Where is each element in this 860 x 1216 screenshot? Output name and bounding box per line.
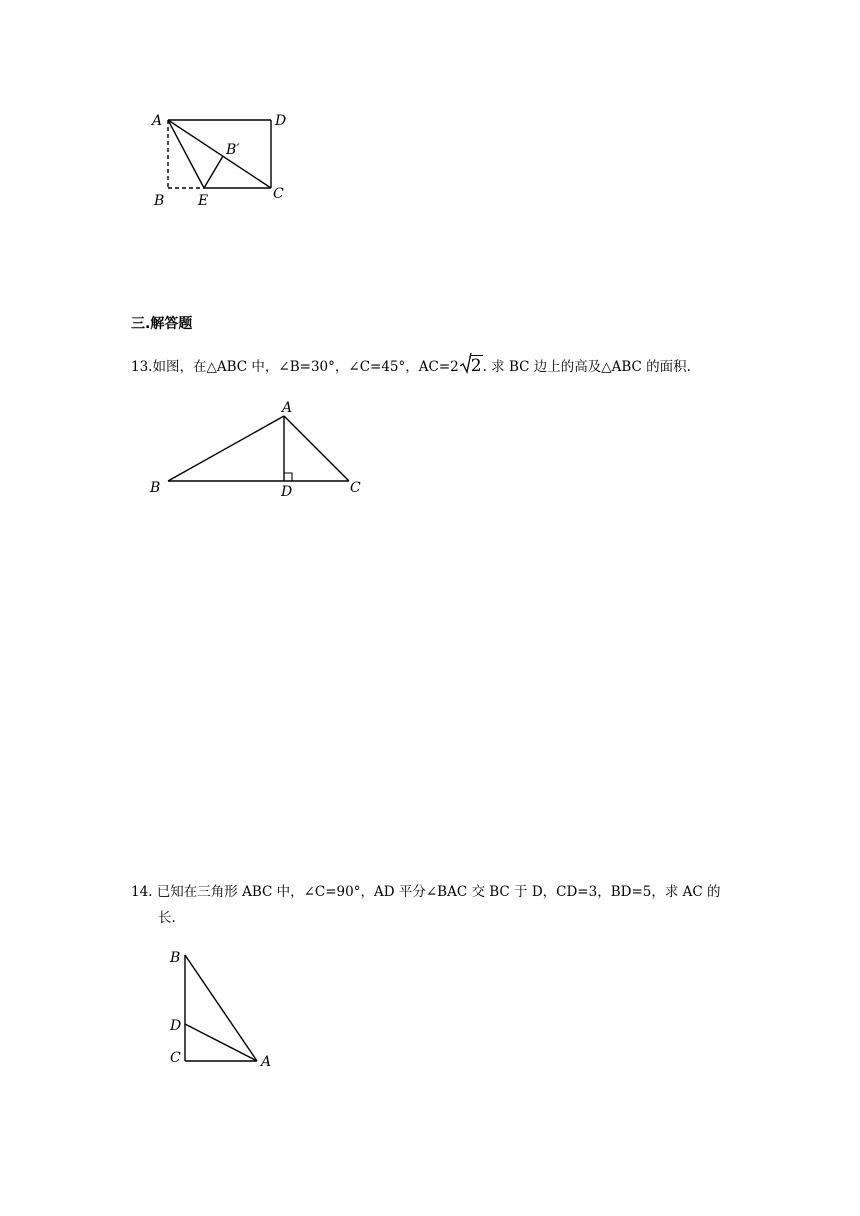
sqrt-symbol xyxy=(460,353,483,380)
question-14-line1: 已知在三角形 ABC 中，∠C=90°，AD 平分∠BAC 交 BC 于 D，CD=3，BD=5，求 AC 的 xyxy=(152,884,721,900)
label-d: D xyxy=(281,484,293,500)
section-title: 三.解答题 xyxy=(131,316,193,332)
sqrt-radicand: 2 xyxy=(470,356,482,376)
segment-ab xyxy=(185,955,257,1061)
question-13-text-before: 如图，在△ABC 中，∠B=30°，∠C=45°，AC=2 xyxy=(152,359,459,375)
label-a: A xyxy=(152,113,163,129)
segment-ad xyxy=(185,1024,257,1061)
label-c: C xyxy=(170,1050,181,1066)
segment-ac xyxy=(284,416,349,481)
figure-right-triangle-bisector xyxy=(160,940,290,1075)
label-b: B xyxy=(154,193,165,209)
question-14-number: 14. xyxy=(131,884,153,900)
label-a: A xyxy=(261,1054,272,1070)
label-b: B xyxy=(170,950,181,966)
figure-rectangle-fold xyxy=(140,100,310,215)
label-a: A xyxy=(282,400,293,416)
label-e: E xyxy=(198,193,209,209)
label-b: B xyxy=(150,480,161,496)
label-d: D xyxy=(275,113,287,129)
segment-ab xyxy=(168,416,284,481)
question-14 xyxy=(131,879,721,905)
question-13 xyxy=(131,353,691,380)
segment-ac xyxy=(168,120,271,188)
right-angle-mark xyxy=(284,473,292,481)
label-d: D xyxy=(170,1018,182,1034)
label-c: C xyxy=(273,186,284,202)
segment-ae xyxy=(168,120,204,188)
question-14-line2: 长. xyxy=(158,910,176,926)
figure-triangle-altitude xyxy=(140,390,370,500)
question-13-text-after: . 求 BC 边上的高及△ABC 的面积. xyxy=(482,359,691,375)
segment-eb-prime xyxy=(204,156,223,188)
label-b-prime: B′ xyxy=(226,142,240,158)
label-c: C xyxy=(350,480,361,496)
question-13-number: 13. xyxy=(131,359,153,375)
